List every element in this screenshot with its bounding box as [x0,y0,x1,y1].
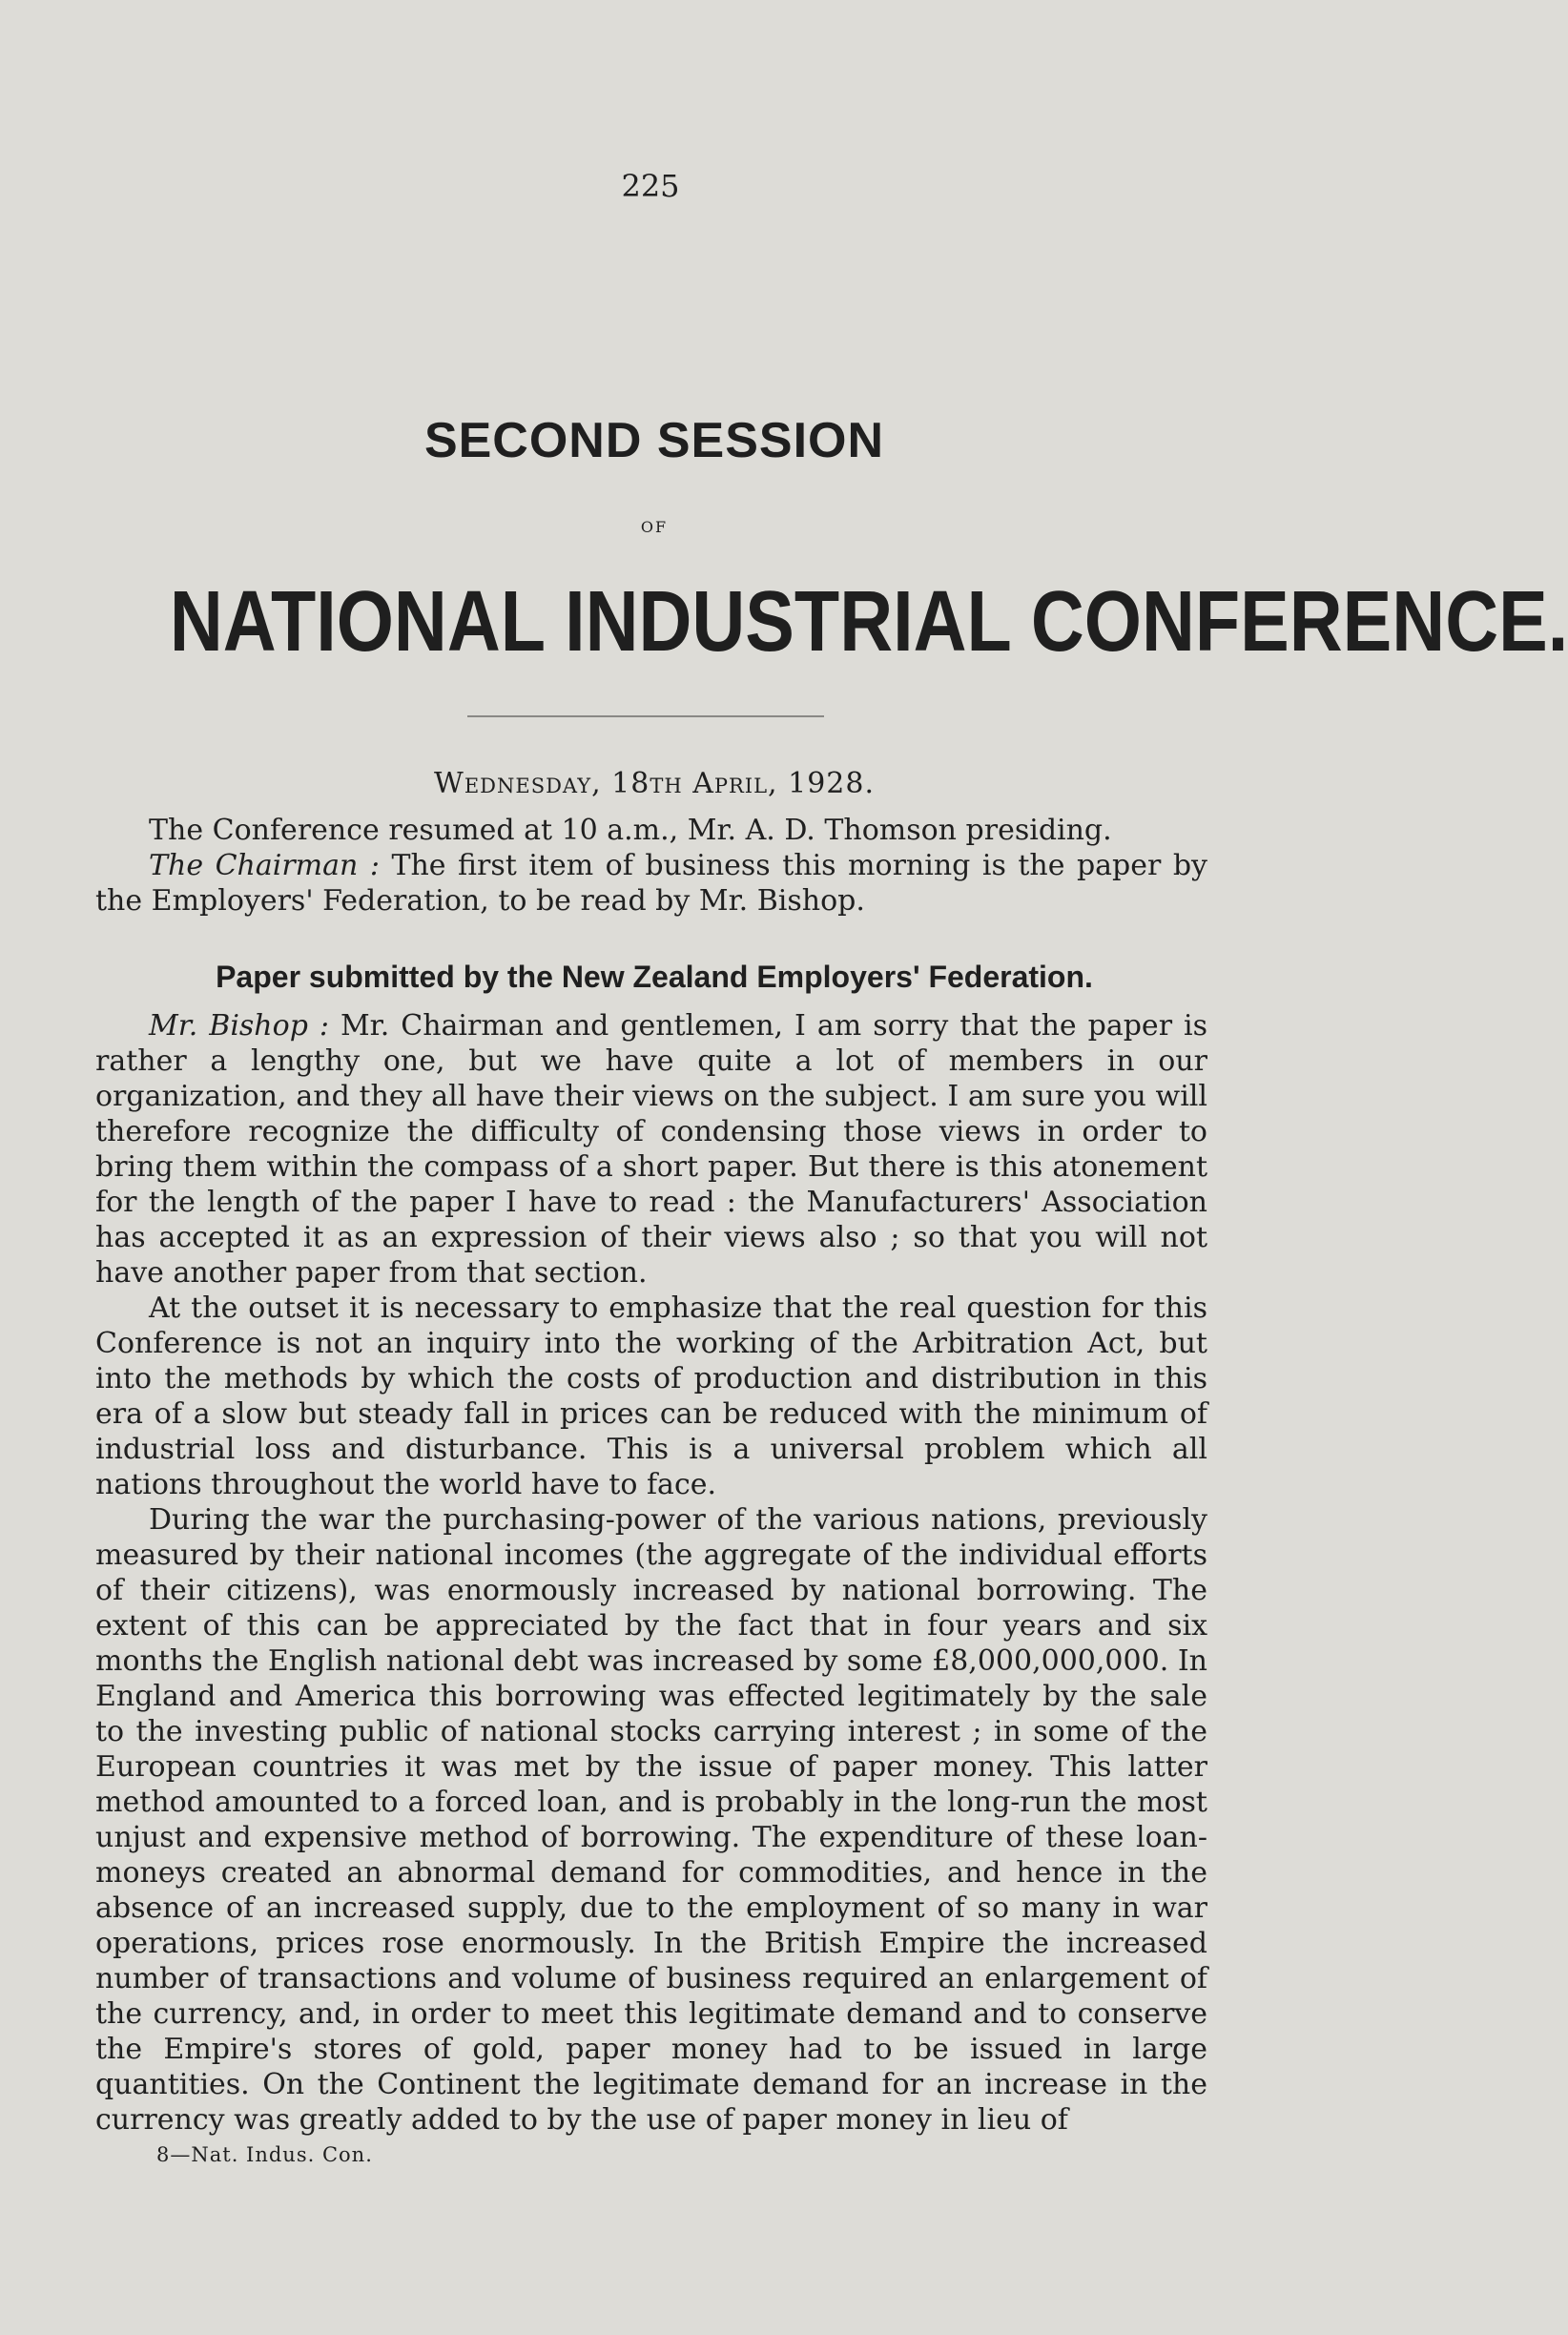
footnote-signature: 8—Nat. Indus. Con. [156,2143,373,2166]
title-national-industrial-conference: NATIONAL INDUSTRIAL CONFERENCE. [169,574,1568,670]
chairman-text: The first item of business this morning is the paper by the Employers' Federation, to be read by Mr. Bishop. [95,849,1207,918]
bishop-paragraph-1 [95,1008,1207,1291]
bishop-paragraph-3: During the war the purchasing-power of the various nations, previously measured by their national incomes (the aggregate of the individual efforts of their citizens), was enormously increased by national borrowing. The extent of this can be appreciated by the fact that in four years and six months the English national debt was increased by some £8,000,000,000. In England and America this borrowing was effected legitimately by the sale to the investing public of national stocks carrying interest ; in some of the European countries it was met by the issue of paper money. This latter method amounted to a forced loan, and is probably in the long-run the most unjust and expensive method of borrowing. The expenditure of these loan-moneys created an abnormal demand for commodities, and hence in the absence of an increased supply, due to the employment of so many in war operations, prices rose enormously. In the British Empire the increased number of transactions and volume of business required an enlargement of the currency, and, in order to meet this legitimate demand and to conserve the Empire's stores of gold, paper money had to be issued in large quantities. On the Continent the legitimate demand for an increase in the currency was greatly added to by the use of paper money in lieu of [95,1503,1207,2137]
bishop-speaker: Mr. Bishop : [149,1009,329,1043]
bishop-paragraph-2: At the outset it is necessary to emphasize that the real question for this Conference is not an inquiry into the working of the Arbitration Act, but into the methods by which the costs of production and distribution in this era of a slow but steady fall in prices can be reduced with the minimum of industrial loss and disturbance. This is a universal problem which all nations throughout the world have to face. [95,1291,1207,1501]
chairman-paragraph [95,848,1207,919]
intro-paragraph: The Conference resumed at 10 a.m., Mr. A. D. Thomson presiding. [149,814,1112,847]
page-number: 225 [621,168,680,204]
title-second-session: SECOND SESSION [423,413,885,468]
session-date: Wednesday, 18th April, 1928. [433,767,875,800]
chairman-speaker: The Chairman : [149,849,380,882]
section-heading: Paper submitted by the New Zealand Employers' Federation. [216,960,1093,994]
intro-block [95,813,1207,919]
bishop-paragraph-1-text: Mr. Chairman and gentlemen, I am sorry that the paper is rather a lengthy one, but we have quite a lot of members in our organization, and they all have their views on the subject. I am sure you will therefore recognize the difficulty of condensing those views in order to bring them within the compass of a short paper. But there is this atonement for the length of the paper I have to read : the Manufacturers' Association has accepted it as an expression of their views also ; so that you will not have another paper from that section. [95,1009,1207,1290]
bishop-paper-body [95,1008,1207,2138]
title-divider [467,715,824,717]
title-of: OF [640,518,669,536]
